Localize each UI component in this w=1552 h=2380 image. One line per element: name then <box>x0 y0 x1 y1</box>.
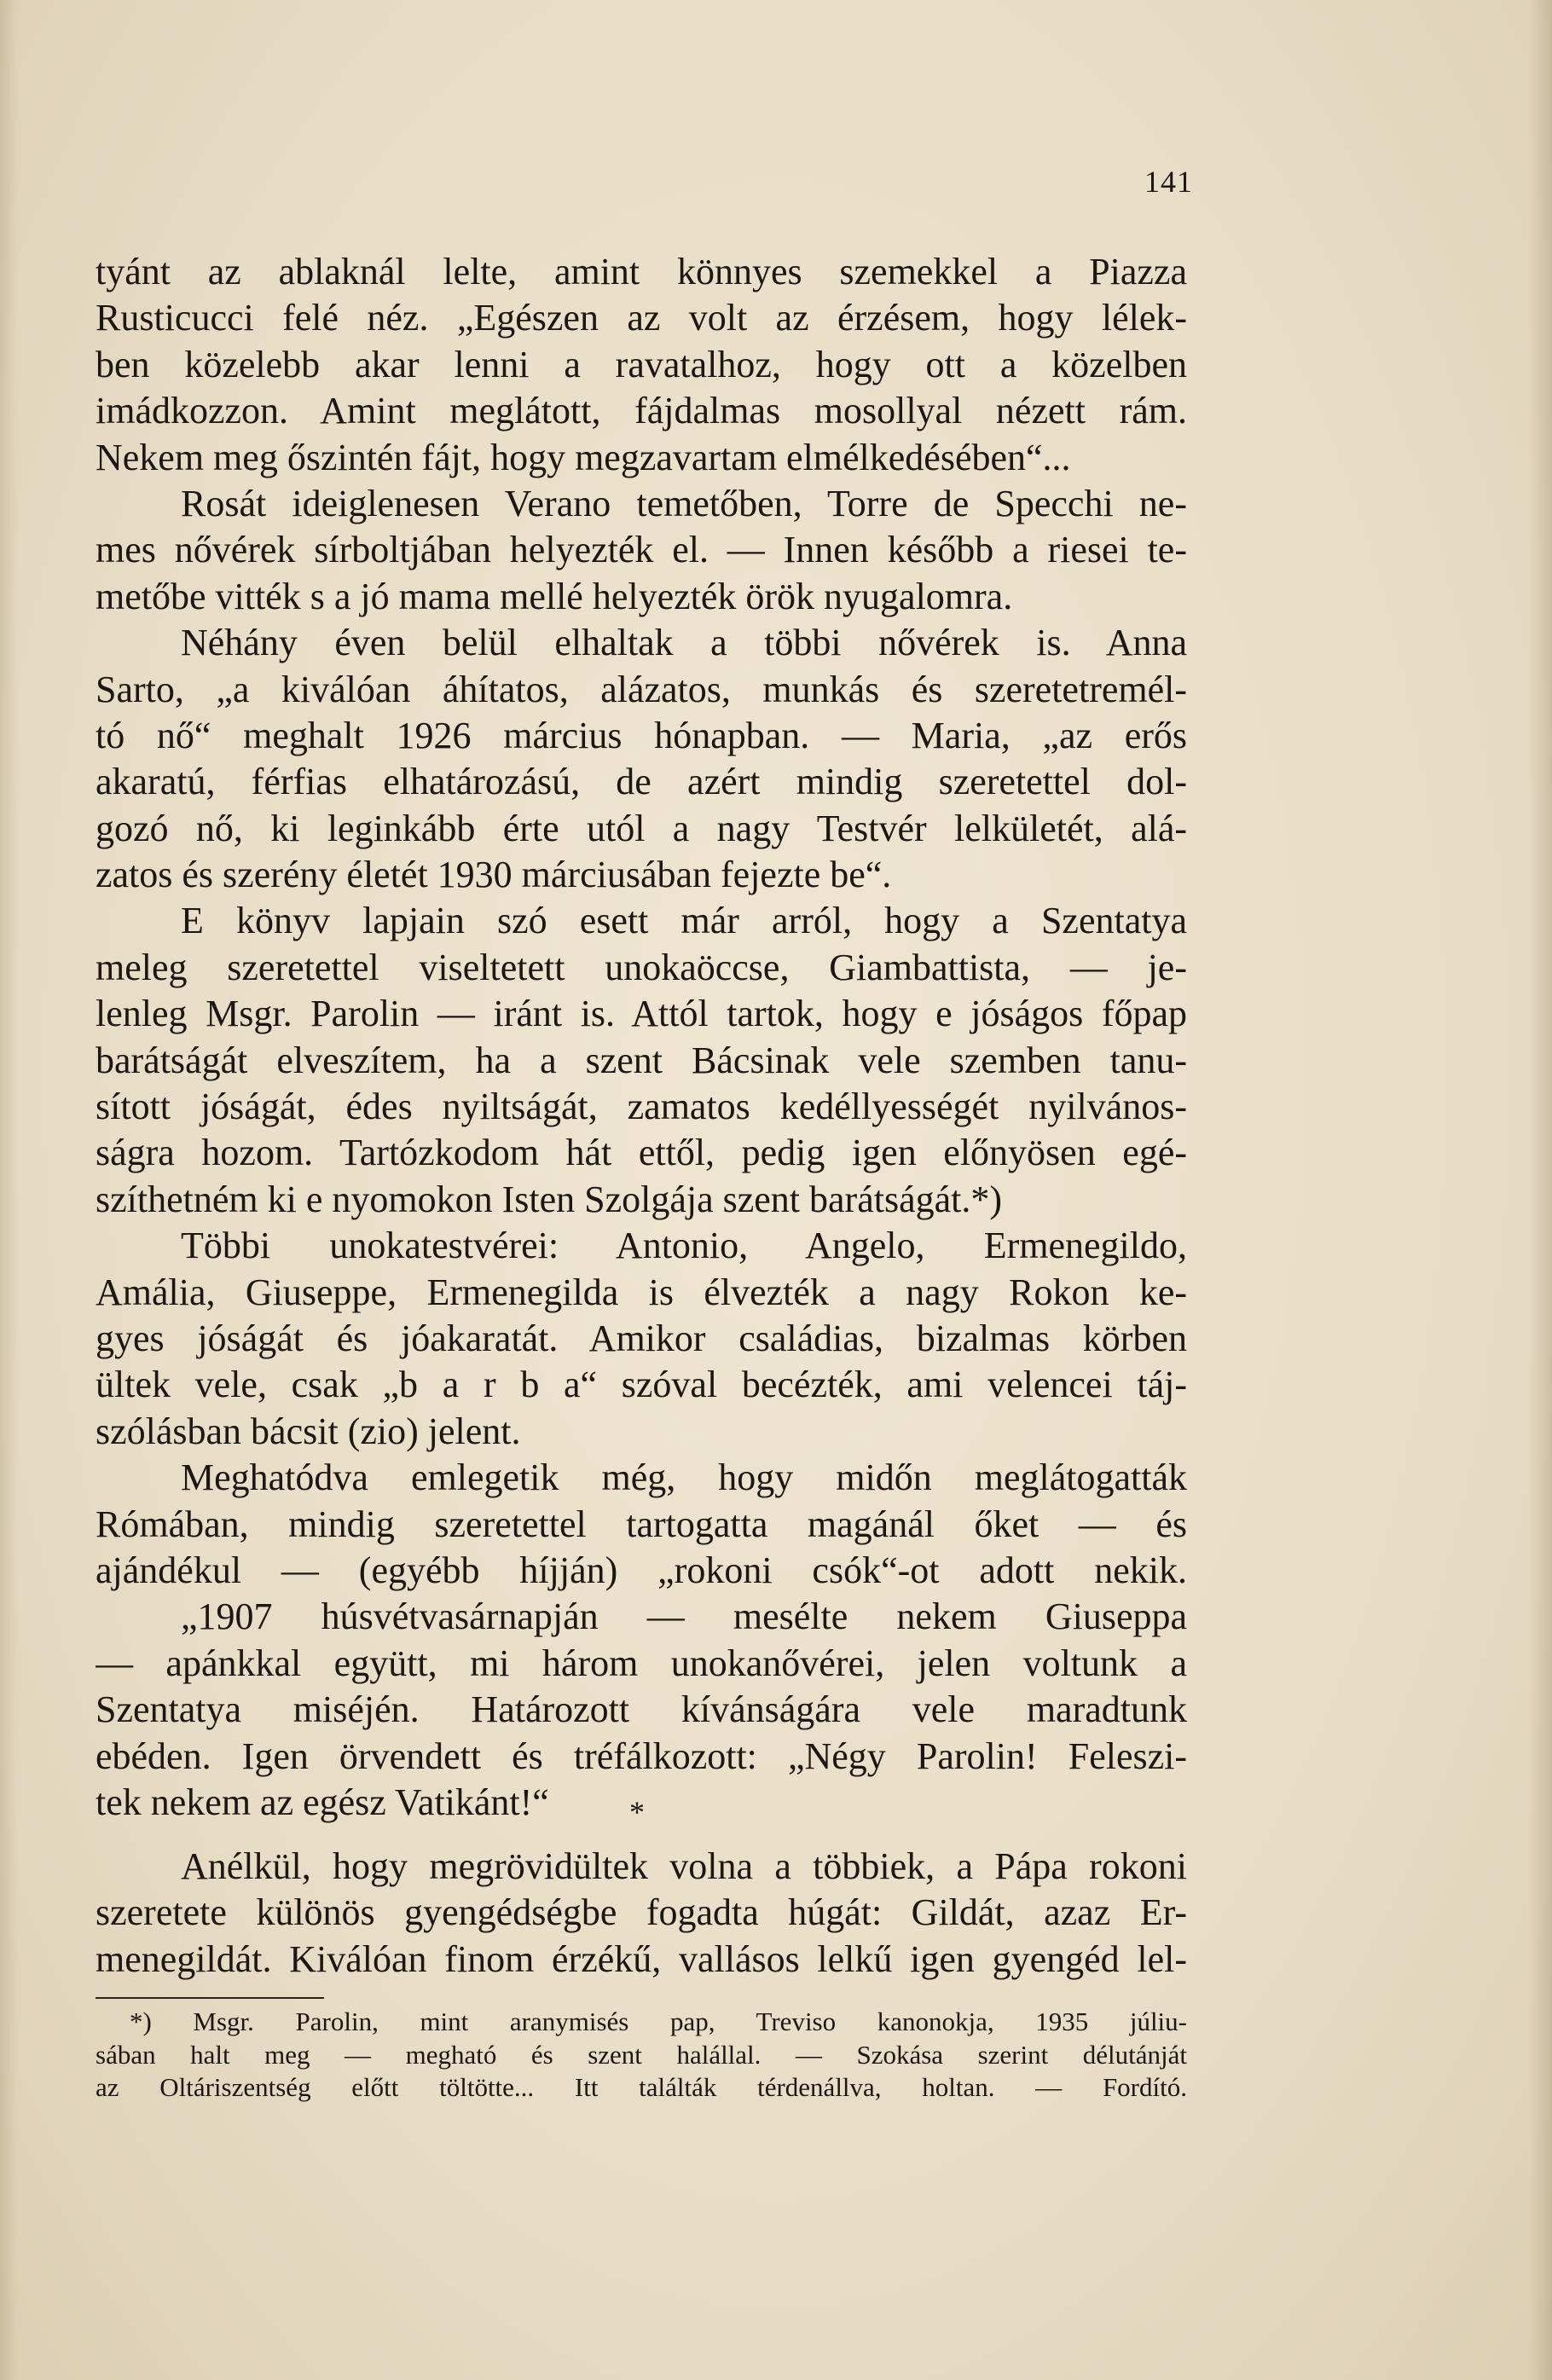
text-line: tek nekem az egész Vatikánt!“ <box>96 1781 549 1823</box>
footnote-line: *) Msgr. Parolin, mint aranymisés pap, Treviso kanonokja, 1935 júliu- <box>130 2006 1187 2036</box>
text-line: Rosát ideiglenesen Verano temetőben, Torre de Specchi ne- <box>181 482 1187 524</box>
text-line: ültek vele, csak „b a r b a“ szóval becézték, ami velencei táj- <box>96 1364 1187 1406</box>
footnote-divider <box>96 1997 324 1999</box>
text-line: tó nő“ meghalt 1926 március hónapban. — Maria, „az erős <box>96 714 1187 756</box>
page-number: 141 <box>1144 165 1193 199</box>
text-line: ebéden. Igen örvendett és tréfálkozott: „Négy Parolin! Feleszi- <box>96 1734 1187 1777</box>
text-line: Többi unokatestvérei: Antonio, Angelo, Ermenegildo, <box>181 1225 1187 1267</box>
text-line: akaratú, férfias elhatározású, de azért mindig szeretettel dol- <box>96 761 1187 803</box>
text-line: Rómában, mindig szeretettel tartogatta magánál őket — és <box>96 1503 1187 1545</box>
text-line: szíthetném ki e nyomokon Isten Szolgája szent barátságát.*) <box>96 1178 1003 1220</box>
text-line: ságra hozom. Tartózkodom hát ettől, pedig igen előnyösen egé- <box>96 1132 1187 1174</box>
text-line: szeretete különös gyengédségbe fogadta húgát: Gildát, azaz Er- <box>96 1891 1187 1934</box>
text-line: ajándékul — (egyébb híjján) „rokoni csók“-ot adott nekik. <box>96 1549 1187 1591</box>
text-line: szólásban bácsit (zio) jelent. <box>96 1410 521 1452</box>
text-line: Anélkül, hogy megrövidültek volna a többiek, a Pápa rokoni <box>181 1845 1187 1887</box>
text-line: „1907 húsvétvasárnapján — mesélte nekem Giuseppa <box>181 1595 1187 1638</box>
text-line: Meghatódva emlegetik még, hogy midőn meglátogatták <box>181 1456 1187 1499</box>
section-break-asterism: * <box>629 1795 645 1829</box>
text-line: ben közelebb akar lenni a ravatalhoz, hogy ott a közelben <box>96 343 1187 385</box>
text-line: Rusticucci felé néz. „Egészen az volt az érzésem, hogy lélek- <box>96 297 1187 339</box>
text-line: E könyv lapjain szó esett már arról, hogy a Szentatya <box>181 900 1187 942</box>
main-text-block <box>96 249 1187 1829</box>
page-edge-shadow-left <box>0 0 19 2380</box>
text-line: lenleg Msgr. Parolin — iránt is. Attól tartok, hogy e jóságos főpap <box>96 993 1187 1035</box>
text-line: sított jóságát, édes nyiltságát, zamatos kedéllyességét nyilvános- <box>96 1086 1187 1128</box>
text-line: Nekem meg őszintén fájt, hogy megzavartam elmélkedésében“... <box>96 436 1071 478</box>
text-line: tyánt az ablaknál lelte, amint könnyes szemekkel a Piazza <box>96 251 1187 292</box>
footnote-line: sában halt meg — megható és szent halállal. — Szokása szerint délutánját <box>96 2039 1187 2070</box>
text-line: Szentatya miséjén. Határozott kívánságára vele maradtunk <box>96 1688 1187 1731</box>
text-line: Sarto, „a kiválóan áhítatos, alázatos, munkás és szeretetremél- <box>96 668 1187 710</box>
text-line: imádkozzon. Amint meglátott, fájdalmas mosollyal nézett rám. <box>96 390 1187 432</box>
text-line: gyes jóságát és jóakaratát. Amikor családias, bizalmas körben <box>96 1317 1187 1359</box>
text-line: zatos és szerény életét 1930 márciusában fejezte be“. <box>96 854 892 896</box>
text-line: gozó nő, ki leginkább érte utól a nagy Testvér lelkületét, alá- <box>96 807 1187 849</box>
text-line: meleg szeretettel viseltetett unokaöccse, Giambattista, — je- <box>96 946 1187 988</box>
text-line: metőbe vitték s a jó mama mellé helyezték örök nyugalomra. <box>96 575 1013 617</box>
text-line: Amália, Giuseppe, Ermenegilda is élvezték a nagy Rokon ke- <box>96 1271 1187 1313</box>
text-line: mes nővérek sírboltjában helyezték el. — Innen később a riesei te- <box>96 529 1187 571</box>
text-line: menegildát. Kiválóan finom érzékű, vallásos lelkű igen gyengéd lel- <box>96 1937 1187 1980</box>
page-edge-shadow-right <box>1528 0 1552 2380</box>
footnote-line: az Oltáriszentség előtt töltötte... Itt találták térdenállva, holtan. — Fordító. <box>96 2072 1187 2102</box>
footnote-block <box>96 2006 1187 2105</box>
text-line: Néhány éven belül elhaltak a többi nővérek is. Anna <box>181 622 1187 664</box>
continued-text-block <box>96 1844 1187 1983</box>
text-line: — apánkkal együtt, mi három unokanővérei, jelen voltunk a <box>96 1642 1187 1684</box>
text-line: barátságát elveszítem, ha a szent Bácsinak vele szemben tanu- <box>96 1039 1187 1081</box>
